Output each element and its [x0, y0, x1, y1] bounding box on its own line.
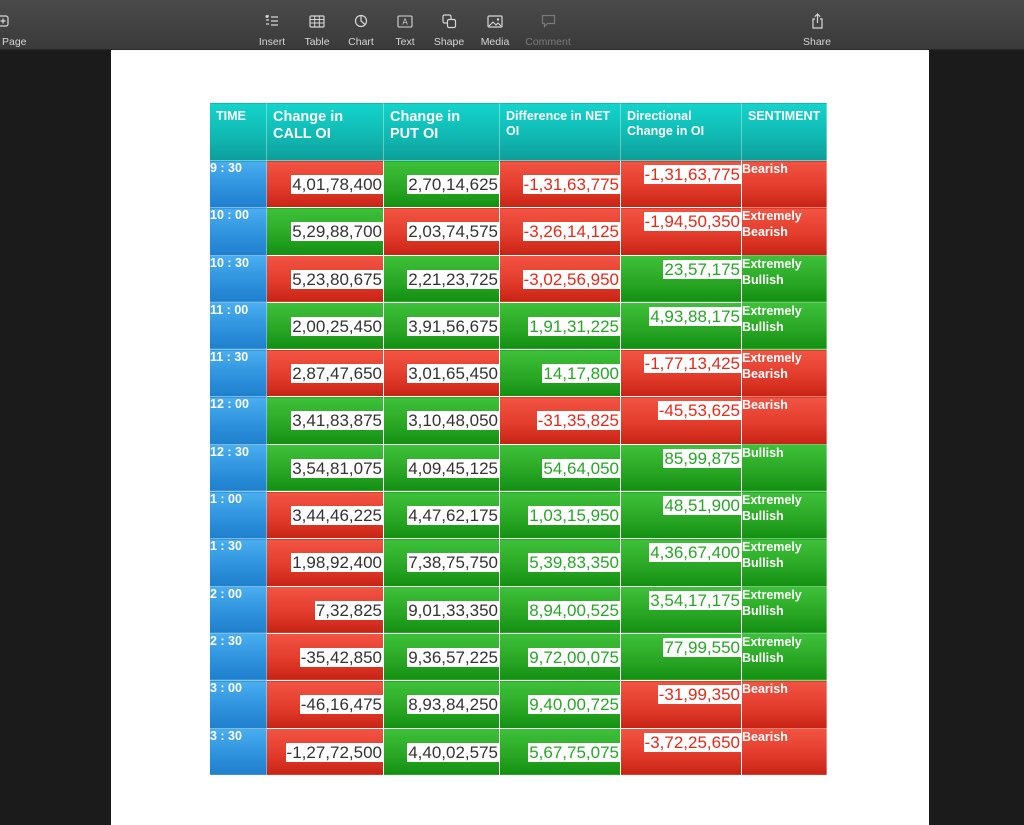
put-oi-cell[interactable]	[384, 255, 500, 302]
sentiment-cell: Bearish	[742, 397, 827, 444]
directional-oi-cell[interactable]	[621, 586, 742, 633]
net-oi-cell[interactable]	[500, 350, 621, 397]
call-oi-cell[interactable]	[267, 586, 384, 633]
text-box-icon	[397, 10, 413, 32]
net-oi-cell[interactable]	[500, 633, 621, 680]
put-oi-cell-value: 3,01,65,450	[408, 364, 498, 384]
toolbar	[0, 0, 1024, 50]
sentiment-cell: Bearish	[742, 728, 827, 775]
oi-table[interactable]	[209, 102, 827, 776]
insert-button[interactable]	[252, 0, 292, 50]
directional-oi-cell[interactable]	[621, 302, 742, 349]
time-cell: 12 : 30	[210, 444, 267, 491]
directional-oi-cell[interactable]	[621, 539, 742, 586]
net-oi-cell[interactable]	[500, 161, 621, 208]
put-oi-cell[interactable]	[384, 350, 500, 397]
table-row	[210, 302, 827, 349]
put-oi-cell[interactable]	[384, 633, 500, 680]
call-oi-cell-value: 7,32,825	[315, 600, 382, 620]
table-header-row	[210, 103, 827, 161]
net-oi-cell-value: -3,02,56,950	[523, 269, 619, 289]
sentiment-cell: Extremely Bullish	[742, 633, 827, 680]
directional-oi-cell[interactable]	[621, 728, 742, 775]
directional-oi-cell[interactable]	[621, 633, 742, 680]
directional-oi-cell-value: -1,77,13,425	[644, 354, 740, 374]
insert-icon	[264, 10, 280, 32]
call-oi-cell[interactable]	[267, 539, 384, 586]
call-oi-cell[interactable]	[267, 397, 384, 444]
shape-button[interactable]	[429, 0, 469, 50]
put-oi-cell-value: 9,36,57,225	[408, 647, 498, 667]
net-oi-cell-value: 9,40,00,725	[529, 695, 619, 715]
call-oi-cell[interactable]	[267, 208, 384, 255]
comment-label: Comment	[525, 36, 571, 48]
put-oi-cell[interactable]	[384, 208, 500, 255]
time-cell: 3 : 30	[210, 728, 267, 775]
header-sentiment: SENTIMENT	[742, 103, 827, 161]
net-oi-cell-value: 54,64,050	[543, 458, 619, 478]
directional-oi-cell-value: -31,99,350	[658, 685, 740, 705]
call-oi-cell-value: -1,27,72,500	[286, 742, 382, 762]
sentiment-cell: Extremely Bullish	[742, 539, 827, 586]
sentiment-cell: Extremely Bullish	[742, 255, 827, 302]
net-oi-cell[interactable]	[500, 681, 621, 728]
sentiment-cell: Bearish	[742, 681, 827, 728]
header-net-oi: Difference in NET OI	[500, 103, 621, 161]
sentiment-cell: Extremely Bearish	[742, 350, 827, 397]
net-oi-cell-value: 1,03,15,950	[529, 506, 619, 526]
table-row	[210, 681, 827, 728]
directional-oi-cell-value: 4,93,88,175	[650, 306, 740, 326]
directional-oi-cell[interactable]	[621, 208, 742, 255]
call-oi-cell[interactable]	[267, 633, 384, 680]
sentiment-cell: Extremely Bullish	[742, 492, 827, 539]
call-oi-cell-value: 2,00,25,450	[292, 316, 382, 336]
put-oi-cell-value: 2,03,74,575	[408, 222, 498, 242]
table-row	[210, 350, 827, 397]
table-row	[210, 255, 827, 302]
net-oi-cell-value: 9,72,00,075	[529, 647, 619, 667]
table-label: Table	[304, 36, 330, 48]
put-oi-cell-value: 3,91,56,675	[408, 316, 498, 336]
sentiment-cell: Extremely Bearish	[742, 208, 827, 255]
call-oi-cell-value: 5,29,88,700	[292, 222, 382, 242]
table-row	[210, 586, 827, 633]
call-oi-cell[interactable]	[267, 302, 384, 349]
chart-pie-icon	[354, 10, 368, 32]
net-oi-cell[interactable]	[500, 302, 621, 349]
table-body	[210, 161, 827, 776]
put-oi-cell-value: 8,93,84,250	[408, 695, 498, 715]
put-oi-cell[interactable]	[384, 397, 500, 444]
shape-label: Shape	[433, 36, 465, 48]
net-oi-cell-value: 5,39,83,350	[529, 553, 619, 573]
directional-oi-cell[interactable]	[621, 681, 742, 728]
header-call-oi: Change in CALL OI	[267, 103, 384, 161]
put-oi-cell-value: 4,09,45,125	[408, 458, 498, 478]
add-page-icon	[0, 10, 9, 32]
put-oi-cell-value: 4,40,02,575	[408, 742, 498, 762]
put-oi-cell[interactable]	[384, 586, 500, 633]
time-cell: 11 : 00	[210, 302, 267, 349]
directional-oi-cell-value: -45,53,625	[658, 401, 740, 421]
call-oi-cell-value: 3,54,81,075	[292, 458, 382, 478]
table-row	[210, 728, 827, 775]
directional-oi-cell-value: 48,51,900	[664, 496, 740, 516]
directional-oi-cell[interactable]	[621, 397, 742, 444]
call-oi-cell[interactable]	[267, 681, 384, 728]
text-button[interactable]	[385, 0, 425, 50]
call-oi-cell-value: 3,44,46,225	[292, 506, 382, 526]
put-oi-cell[interactable]	[384, 444, 500, 491]
put-oi-cell[interactable]	[384, 492, 500, 539]
canvas-background	[0, 50, 111, 825]
put-oi-cell[interactable]	[384, 302, 500, 349]
net-oi-cell-value: -1,31,63,775	[523, 175, 619, 194]
table-row	[210, 208, 827, 255]
call-oi-cell[interactable]	[267, 492, 384, 539]
call-oi-cell-value: -35,42,850	[300, 647, 382, 667]
directional-oi-cell-value: 4,36,67,400	[650, 543, 740, 563]
share-label: Share	[802, 36, 832, 48]
time-cell: 2 : 00	[210, 586, 267, 633]
sentiment-cell: Bearish	[742, 161, 827, 208]
directional-oi-cell[interactable]	[621, 161, 742, 208]
directional-oi-cell-value: -3,72,25,650	[644, 732, 740, 752]
table-row	[210, 397, 827, 444]
time-cell: 10 : 00	[210, 208, 267, 255]
directional-oi-cell-value: -1,31,63,775	[644, 165, 740, 184]
put-oi-cell-value: 3,10,48,050	[408, 411, 498, 431]
header-put-oi: Change in PUT OI	[384, 103, 500, 161]
table-button[interactable]	[297, 0, 337, 50]
svg-text:A: A	[402, 17, 408, 26]
put-oi-cell[interactable]	[384, 161, 500, 208]
comment-button[interactable]	[520, 0, 576, 50]
table-icon	[309, 10, 325, 32]
net-oi-cell[interactable]	[500, 728, 621, 775]
put-oi-cell-value: 7,38,75,750	[408, 553, 498, 573]
add-page-label: Page	[2, 36, 27, 48]
header-time: TIME	[210, 103, 267, 161]
net-oi-cell[interactable]	[500, 539, 621, 586]
put-oi-cell[interactable]	[384, 539, 500, 586]
share-icon	[811, 10, 824, 32]
put-oi-cell[interactable]	[384, 728, 500, 775]
net-oi-cell[interactable]	[500, 444, 621, 491]
net-oi-cell-value: 8,94,00,525	[529, 600, 619, 620]
sentiment-cell: Extremely Bullish	[742, 302, 827, 349]
comment-icon	[541, 10, 556, 32]
net-oi-cell-value: 1,91,31,225	[529, 316, 619, 336]
directional-oi-cell[interactable]	[621, 350, 742, 397]
table-row	[210, 161, 827, 208]
call-oi-cell-value: -46,16,475	[300, 695, 382, 715]
call-oi-cell-value: 4,01,78,400	[292, 175, 382, 194]
table-row	[210, 539, 827, 586]
directional-oi-cell[interactable]	[621, 255, 742, 302]
time-cell: 12 : 00	[210, 397, 267, 444]
call-oi-cell[interactable]	[267, 350, 384, 397]
table-row	[210, 633, 827, 680]
document-page[interactable]	[111, 50, 929, 825]
put-oi-cell-value: 2,70,14,625	[408, 175, 498, 194]
call-oi-cell[interactable]	[267, 255, 384, 302]
put-oi-cell-value: 2,21,23,725	[408, 269, 498, 289]
net-oi-cell-value: -31,35,825	[537, 411, 619, 431]
directional-oi-cell-value: 85,99,875	[664, 448, 740, 468]
directional-oi-cell-value: -1,94,50,350	[644, 212, 740, 232]
net-oi-cell[interactable]	[500, 397, 621, 444]
directional-oi-cell[interactable]	[621, 492, 742, 539]
sentiment-cell: Extremely Bullish	[742, 586, 827, 633]
sentiment-cell: Bullish	[742, 444, 827, 491]
net-oi-cell[interactable]	[500, 255, 621, 302]
call-oi-cell-value: 3,41,83,875	[292, 411, 382, 431]
media-button[interactable]	[475, 0, 515, 50]
media-label: Media	[480, 36, 510, 48]
add-page-button[interactable]	[0, 0, 30, 50]
time-cell: 2 : 30	[210, 633, 267, 680]
chart-label: Chart	[348, 36, 374, 48]
directional-oi-cell-value: 3,54,17,175	[650, 590, 740, 610]
time-cell: 1 : 30	[210, 539, 267, 586]
time-cell: 9 : 30	[210, 161, 267, 208]
directional-oi-cell[interactable]	[621, 444, 742, 491]
text-label: Text	[395, 36, 415, 48]
call-oi-cell-value: 1,98,92,400	[292, 553, 382, 573]
time-cell: 3 : 00	[210, 681, 267, 728]
call-oi-cell[interactable]	[267, 728, 384, 775]
shape-icon	[442, 10, 457, 32]
time-cell: 10 : 30	[210, 255, 267, 302]
put-oi-cell-value: 4,47,62,175	[408, 506, 498, 526]
net-oi-cell[interactable]	[500, 208, 621, 255]
net-oi-cell-value: 5,67,75,075	[529, 742, 619, 762]
net-oi-cell[interactable]	[500, 492, 621, 539]
call-oi-cell[interactable]	[267, 444, 384, 491]
net-oi-cell[interactable]	[500, 586, 621, 633]
call-oi-cell-value: 5,23,80,675	[292, 269, 382, 289]
time-cell: 11 : 30	[210, 350, 267, 397]
net-oi-cell-value: -3,26,14,125	[523, 222, 619, 242]
header-directional-oi: Directional Change in OI	[621, 103, 742, 161]
directional-oi-cell-value: 77,99,550	[664, 637, 740, 657]
net-oi-cell-value: 14,17,800	[543, 364, 619, 384]
put-oi-cell-value: 9,01,33,350	[408, 600, 498, 620]
media-image-icon	[487, 10, 503, 32]
table-row	[210, 444, 827, 491]
chart-button[interactable]	[341, 0, 381, 50]
table-row	[210, 492, 827, 539]
call-oi-cell-value: 2,87,47,650	[292, 364, 382, 384]
call-oi-cell[interactable]	[267, 161, 384, 208]
share-button[interactable]	[797, 0, 837, 50]
directional-oi-cell-value: 23,57,175	[664, 259, 740, 279]
insert-label: Insert	[258, 36, 286, 48]
put-oi-cell[interactable]	[384, 681, 500, 728]
time-cell: 1 : 00	[210, 492, 267, 539]
